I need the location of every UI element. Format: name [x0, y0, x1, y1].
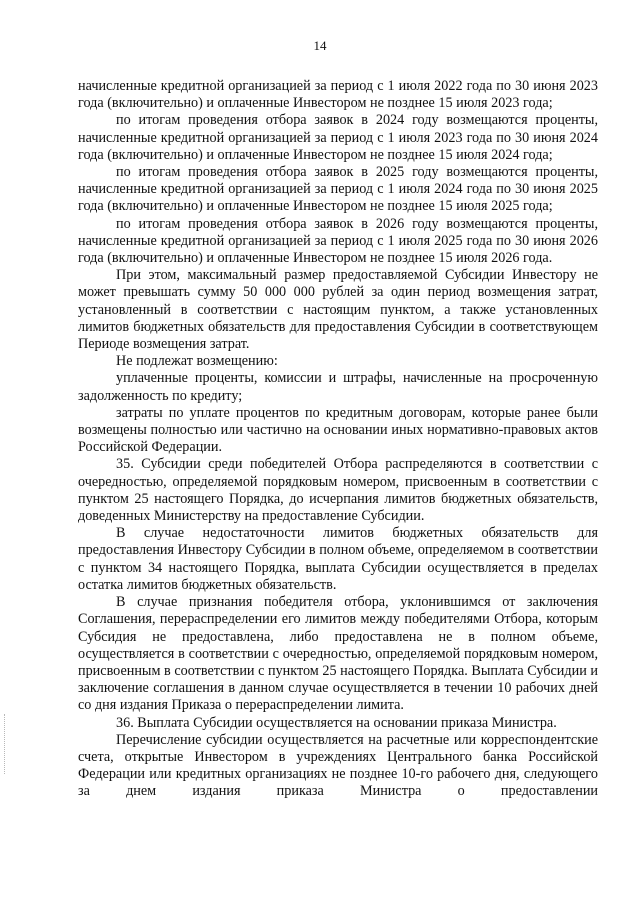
- paragraph-not-reimbursed-heading: Не подлежат возмещению:: [116, 353, 278, 370]
- paragraph-period-2026: по итогам проведения отбора заявок в 2026 году возмещаются проценты, начисленные кредитной организацией за период с 1 июля 2025 года по 30 июня 2026 года (включительно) и оплаченные Инвестором не позднее 15 июля 2026 года.: [78, 215, 598, 267]
- paragraph-max-subsidy: При этом, максимальный размер предоставляемой Субсидии Инвестору не может превышать сумму 50 000 000 рублей за один период возмещения затрат, установленный в соответствии с настоящим пунктом, а также установленных лимитов бюджетных обязательств для предоставления Субсидии в соответствующем Периоде возмещения затрат.: [78, 267, 598, 353]
- paragraph-not-reimbursed-costs: затраты по уплате процентов по кредитным договорам, которые ранее были возмещены полностью или частично на основании иных нормативно-правовых актов Российской Федерации.: [78, 404, 598, 456]
- paragraph-item-36: 36. Выплата Субсидии осуществляется на основании приказа Министра.: [116, 714, 557, 731]
- document-body: [78, 78, 598, 801]
- scan-margin-mark: [4, 714, 7, 774]
- paragraph-insufficient-limits: В случае недостаточности лимитов бюджетных обязательств для предоставления Инвестору Субсидии в полном объеме, определяемом в соответствии с пунктом 34 настоящего Порядка, выплата Субсидии осуществляется в пределах остатка лимитов бюджетных обязательств.: [78, 525, 598, 593]
- paragraph-transfer: Перечисление субсидии осуществляется на расчетные или корреспондентские счета, открытые Инвестором в учреждениях Центрального банка Российской Федерации или кредитных организациях не позднее 10-го рабочего дня, следующего за днем издания приказа Министра о предоставлении: [78, 731, 598, 800]
- paragraph-not-reimbursed-fees: уплаченные проценты, комиссии и штрафы, начисленные на просроченную задолженность по кредиту;: [78, 370, 598, 404]
- paragraph-item-35: 35. Субсидии среди победителей Отбора распределяются в соответствии с очередностью, определяемой порядковым номером, присвоенным в соответствии с пунктом 25 настоящего Порядка, до исчерпания лимитов бюджетных обязательств, доведенных Министерству на предоставление Субсидии.: [78, 456, 598, 525]
- paragraph-period-2025: по итогам проведения отбора заявок в 2025 году возмещаются проценты, начисленные кредитной организацией за период с 1 июля 2024 года по 30 июня 2025 года (включительно) и оплаченные Инвестором не позднее 15 июля 2025 года;: [78, 164, 598, 215]
- paragraph-period-2024: по итогам проведения отбора заявок в 2024 году возмещаются проценты, начисленные кредитной организацией за период с 1 июля 2023 года по 30 июня 2024 года (включительно) и оплаченные Инвестором не позднее 15 июля 2024 года;: [78, 112, 598, 163]
- page-number: 14: [313, 38, 327, 53]
- paragraph-period-2023: начисленные кредитной организацией за период с 1 июля 2022 года по 30 июня 2023 года (включительно) и оплаченные Инвестором не позднее 15 июля 2023 года;: [78, 78, 598, 112]
- paragraph-winner-declined: В случае признания победителя отбора, уклонившимся от заключения Соглашения, перераспределении его лимитов между победителями Отбора, которым Субсидия не предоставлена, либо предоставлена не в полном объеме, осуществляется в соответствии с очередностью, определяемой порядковым номером, присвоенным в соответствии с пунктом 25 настоящего Порядка. Выплата Субсидии и заключение соглашения в данном случае осуществляется в течении 10 рабочих дней со дня издания Приказа о перераспределении лимита.: [78, 594, 598, 714]
